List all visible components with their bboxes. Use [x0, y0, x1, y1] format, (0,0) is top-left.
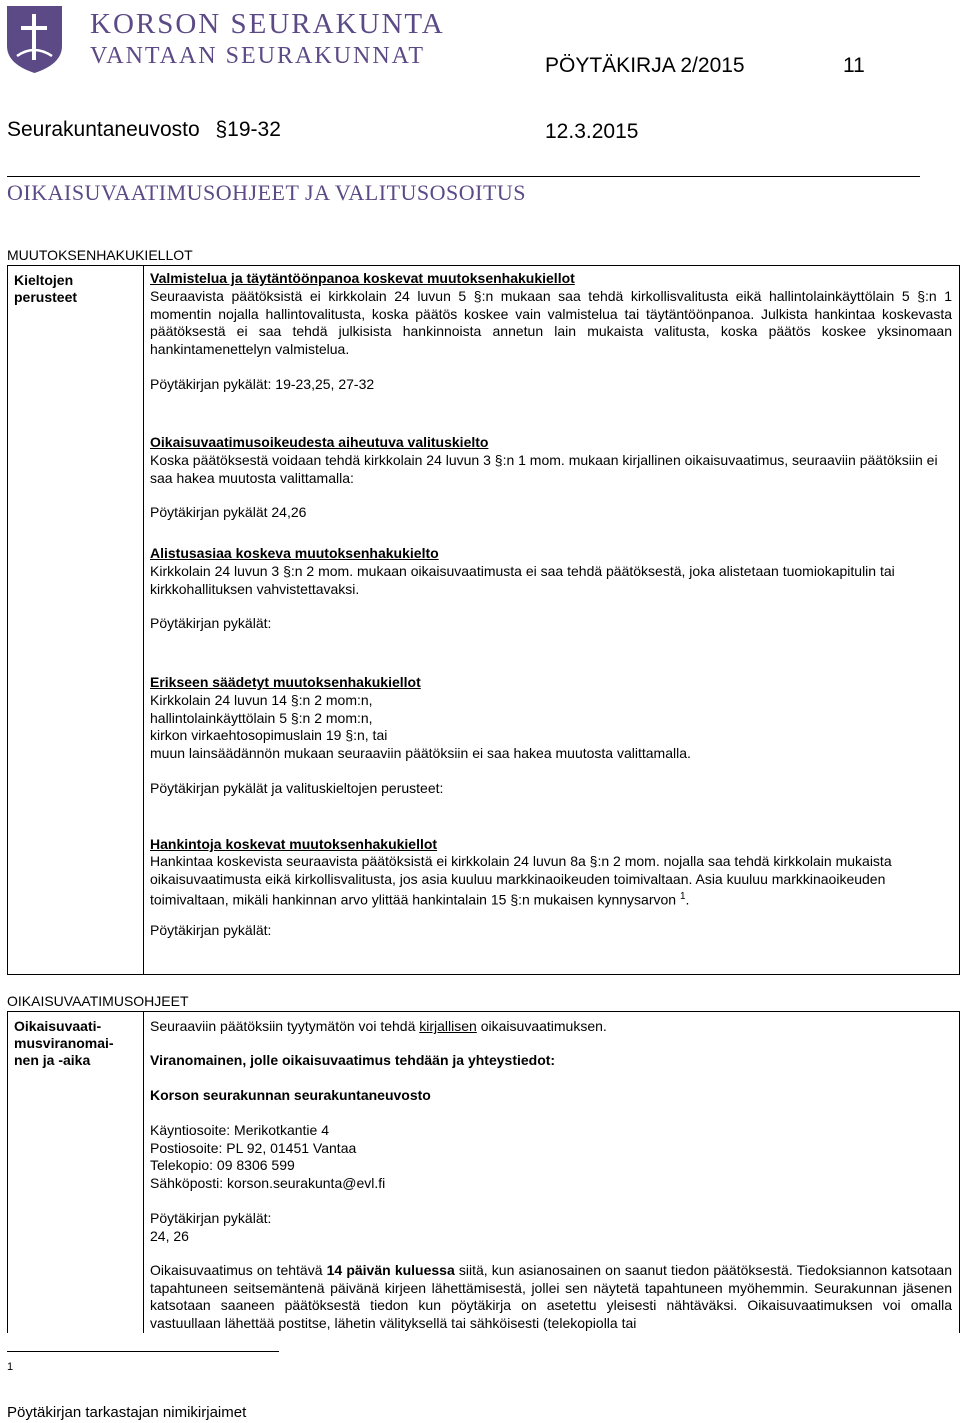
restrictions-label-line: Kieltojen	[14, 272, 74, 288]
block4-line: kirkon virkaehtosopimuslain 19 §:n, tai	[150, 727, 388, 743]
appeal-intro-text: Seuraaviin päätöksiin tyytymätön voi tehdä	[150, 1018, 420, 1034]
block4-sections: Pöytäkirjan pykälät ja valituskieltojen perusteet:	[150, 780, 444, 796]
block2-title: Oikaisuvaatimusoikeudesta aiheutuva valituskielto	[150, 434, 489, 450]
section-range: 19-32	[227, 118, 281, 141]
footer-initials-label: Pöytäkirjan tarkastajan nimikirjaimet	[7, 1404, 247, 1421]
block1-body: Seuraavista päätöksistä ei kirkkolain 24 luvun 5 §:n mukaan saa tehdä kirkollisvalitusta eikä hallintolainkäyttölain 5 §:n 1 momentin nojalla hallintovalitusta, koska päätös koskee vain valmistelua tai täytäntöönpanoa. Julkista hankintaa koskevasta päätöksestä ei saa tehdä julkisista hankinnoista annetun lain mukaista valitusta, koska päätös koskee yksinomaan hankintamenettelyn valmistelua.	[150, 288, 952, 357]
appeal-sections-label: Pöytäkirjan pykälät:	[150, 1210, 272, 1226]
appeal-sections-value: 24, 26	[150, 1227, 189, 1244]
restrictions-label-line: perusteet	[14, 289, 78, 305]
page-number: 11	[843, 54, 865, 77]
footnote-reference: 1	[679, 891, 686, 902]
contact-fax: Telekopio: 09 8306 599	[150, 1157, 295, 1173]
page-title: OIKAISUVAATIMUSOHJEET JA VALITUSOSOITUS	[7, 180, 527, 205]
block3-sections: Pöytäkirjan pykälät:	[150, 615, 272, 631]
block1-title: Valmistelua ja täytäntöönpanoa koskevat muutoksenhakukiellot	[150, 270, 575, 286]
contact-details	[150, 1122, 385, 1192]
block4-list	[150, 692, 691, 762]
organization-group: VANTAAN SEURAKUNNAT	[90, 43, 425, 69]
contact-visiting-address: Käyntiosoite: Merikotkantie 4	[150, 1122, 329, 1138]
block5-period: .	[685, 891, 690, 908]
block4-line: hallintolainkäyttölain 5 §:n 2 mom:n,	[150, 709, 373, 726]
council-name: Seurakuntaneuvosto	[7, 118, 200, 141]
appeal-label-line: musviranomai-	[14, 1035, 114, 1051]
block2-body: Koska päätöksestä voidaan tehdä kirkkolain 24 luvun 3 §:n 1 mom. mukaan kirjallinen oikaisuvaatimus, seuraaviin päätöksiin ei saa hakea muutosta valittamalla:	[150, 452, 938, 486]
restrictions-heading: MUUTOKSENHAKUKIELLOT	[7, 247, 193, 263]
header-divider	[7, 176, 920, 177]
block3-title: Alistusasiaa koskeva muutoksenhakukielto	[150, 545, 439, 561]
restrictions-column-divider	[143, 265, 144, 975]
block4-line: muun lainsäädännön mukaan seuraaviin päätöksiin ei saa hakea muutosta valittamalla.	[150, 744, 691, 761]
restrictions-label	[14, 272, 77, 306]
appeal-deadline	[150, 1262, 952, 1332]
block5-sections: Pöytäkirjan pykälät:	[150, 922, 272, 938]
block2-sections: Pöytäkirjan pykälät 24,26	[150, 504, 307, 520]
appeal-label-line: nen ja -aika	[14, 1052, 91, 1068]
footnote-divider	[7, 1351, 279, 1352]
appeal-column-divider	[143, 1011, 144, 1333]
footnote-number: 1	[7, 1361, 14, 1373]
meeting-date: 12.3.2015	[545, 120, 639, 143]
appeal-intro-end: oikaisuvaatimuksen.	[476, 1018, 607, 1034]
document-title: PÖYTÄKIRJA 2/2015	[545, 54, 745, 77]
appeal-label-line: Oikaisuvaati-	[14, 1018, 102, 1034]
section-sign: §	[215, 118, 228, 141]
deadline-days: 14 päivän kuluessa	[326, 1262, 455, 1278]
appeal-intro-underlined: kirjallisen	[419, 1018, 477, 1034]
block5-title: Hankintoja koskevat muutoksenhakukiellot	[150, 836, 438, 852]
appeal-heading: OIKAISUVAATIMUSOHJEET	[7, 993, 189, 1009]
block5-body	[150, 853, 940, 909]
appeal-sections	[150, 1210, 271, 1245]
block5-text: Hankintaa koskevista seuraavista päätöksistä ei kirkkolain 24 luvun 8a §:n 2 mom. nojalla saa tehdä kirkkolain mukaista oikaisuvaatimusta eikä kirkollisvalitusta, jos asia kuuluu markkinaoikeuden toimivaltaan. Asia kuuluu markkinaoikeuden toimivaltaan, mikäli hankinnan arvo ylittää hankintalain 15 §:n mukaisen kynnysarvon	[150, 853, 892, 908]
appeal-label	[14, 1018, 114, 1069]
church-logo-icon	[7, 6, 62, 73]
council-line	[7, 118, 281, 142]
appeal-intro	[150, 1018, 607, 1036]
contact-postal-address: Postiosoite: PL 92, 01451 Vantaa	[150, 1139, 357, 1156]
contact-email: Sähköposti: korson.seurakunta@evl.fi	[150, 1174, 386, 1191]
block4-title: Erikseen säädetyt muutoksenhakukiellot	[150, 674, 421, 690]
authority-name: Korson seurakunnan seurakuntaneuvosto	[150, 1087, 431, 1103]
deadline-rest: siitä, kun asianosainen on saanut tiedon päätöksestä. Tiedoksiannon katsotaan tapahtuneen seitsemäntenä päivänä kirjeen lähettämisestä, jollei sen näytetä tapahtuneen myöhemmin. Seurakunnan jäsenen katsotaan saaneen päätöksestä tiedon kun pöytäkirja on asetettu yleisesti nähtäväksi. Oikaisuvaatimuksen voi omalla vastuullaan lähettää postitse, lähetin välityksellä tai sähköisesti (telekopiolla tai	[150, 1262, 952, 1331]
organization-name: KORSON SEURAKUNTA	[90, 8, 445, 40]
block1-sections: Pöytäkirjan pykälät: 19-23,25, 27-32	[150, 376, 375, 392]
block4-line: Kirkkolain 24 luvun 14 §:n 2 mom:n,	[150, 692, 373, 708]
block3-body: Kirkkolain 24 luvun 3 §:n 2 mom. mukaan oikaisuvaatimusta ei saa tehdä päätöksestä, joka alistetaan tuomiokapitulin tai kirkkohallituksen vahvistettavaksi.	[150, 563, 895, 597]
deadline-text: Oikaisuvaatimus on tehtävä	[150, 1262, 327, 1278]
authority-heading: Viranomainen, jolle oikaisuvaatimus tehdään ja yhteystiedot:	[150, 1052, 556, 1068]
